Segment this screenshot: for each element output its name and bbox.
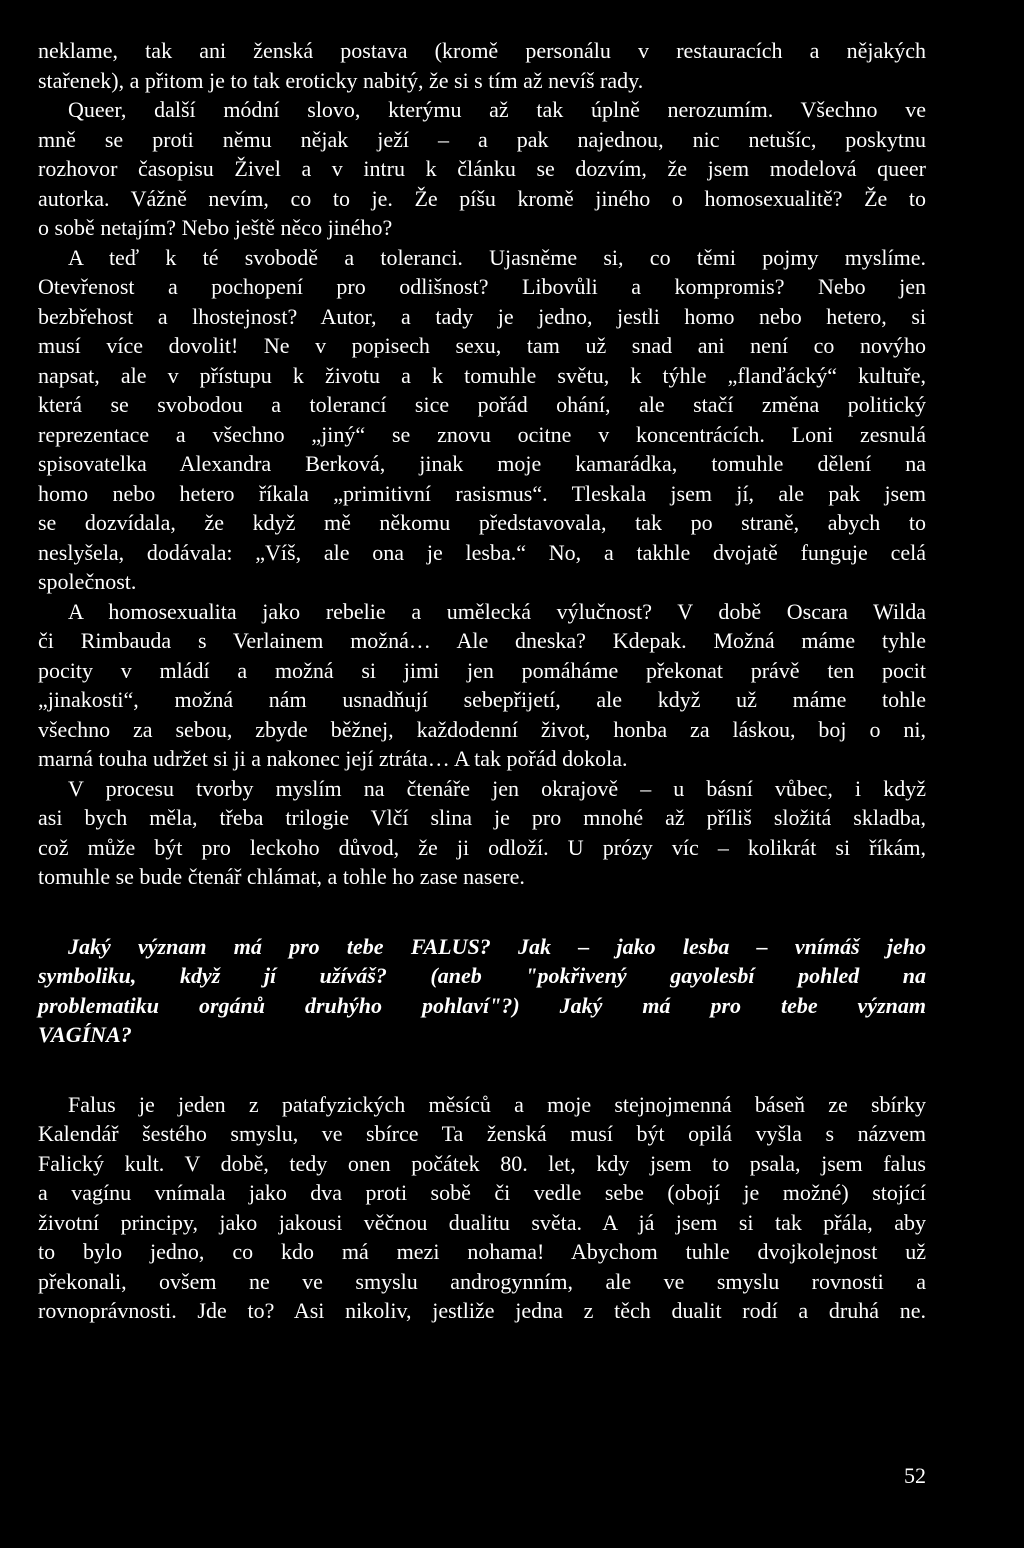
text-line: to bylo jedno, co kdo má mezi nohama! Abychom tuhle dvojkolejnost už — [38, 1239, 926, 1264]
text-line: V procesu tvorby myslím na čtenáře jen okrajově – u básní vůbec, i když — [68, 775, 926, 801]
text-line: autorka. Vážně nevím, co to je. Že píšu kromě jiného o homosexualitě? Že to — [38, 185, 926, 211]
text-line: se dozvídala, že když mě někomu představovala, tak po straně, abych to — [38, 510, 926, 535]
paragraph-freedom — [38, 243, 926, 597]
text-line: asi bych měla, třeba trilogie Vlčí slina je pro mnohé až příliš složitá skladba, — [38, 805, 926, 830]
text-line: Kalendář šestého smyslu, ve sbírce Ta ženská musí být opilá vyšla s názvem — [38, 1121, 926, 1146]
text-line: Queer, další módní slovo, kterýmu až tak úplně nerozumím. Všechno ve — [68, 97, 926, 122]
text-line: o sobě netajím? Nebo ještě něco jiného? — [38, 215, 393, 240]
text-line: všechno za sebou, zbyde běžnej, každodenní život, honba za láskou, boj o ni, — [38, 716, 926, 742]
text-line: tomuhle se bude čtenář chlámat, a tohle ho zase nasere. — [38, 864, 525, 889]
text-line: která se svobodou a tolerancí sice pořád ohání, ale stačí změna politický — [38, 392, 926, 417]
text-line: společnost. — [38, 569, 137, 594]
text-line: neklame, tak ani ženská postava (kromě personálu v restauracích a nějakých — [38, 38, 926, 63]
text-line: či Rimbauda s Verlainem možná… Ale dneska? Kdepak. Možná máme tyhle — [38, 628, 926, 653]
spacer — [38, 892, 926, 932]
text-line: překonali, ovšem ne ve smyslu androgynním, ale ve smyslu rovnosti a — [38, 1268, 926, 1294]
text-line: reprezentace a všechno „jiný“ se znovu ocitne v koncentrácích. Loni zesnulá — [38, 421, 926, 447]
text-line: Otevřenost a pochopení pro odlišnost? Libovůli a kompromis? Nebo jen — [38, 274, 926, 299]
question-line: VAGÍNA? — [38, 1022, 132, 1047]
paragraph-queer — [38, 95, 926, 243]
text-line: Falický kult. V době, tedy onen počátek 80. let, kdy jsem to psala, jsem falus — [38, 1150, 926, 1176]
text-line: pocity v mládí a možná si jimi jen pomáháme překonat právě ten pocit — [38, 657, 926, 683]
text-line: homo nebo hetero říkala „primitivní rasismus“. Tleskala jsem jí, ale pak jsem — [38, 480, 926, 506]
question-line: Jaký význam má pro tebe FALUS? Jak – jako lesba – vnímáš jeho — [68, 933, 926, 959]
text-line: bezbřehost a lhostejnost? Autor, a tady je jedno, jestli homo nebo hetero, si — [38, 303, 926, 329]
question-line: problematiku orgánů druhýho pohlaví"?) Jaký má pro tebe význam — [38, 992, 926, 1018]
paragraph-reader — [38, 774, 926, 892]
question-line: symboliku, když jí užíváš? (aneb "pokřivený gayolesbí pohled na — [38, 963, 926, 988]
text-line: což může být pro leckoho důvod, že ji odloží. U prózy víc – kolikrát si říkám, — [38, 834, 926, 860]
paragraph-answer — [38, 1090, 926, 1326]
text-line: a vagínu vnímala jako dva proti sobě či vedle sebe (obojí je možné) stojící — [38, 1180, 926, 1205]
text-line: životní principy, jako jakousi věčnou dualitu světa. A já jsem si tak přála, aby — [38, 1209, 926, 1235]
text-line: mně se proti němu nějak ježí – a pak najednou, nic netušíc, poskytnu — [38, 126, 926, 152]
book-page — [38, 36, 926, 1326]
text-line: marná touha udržet si ji a nakonec její ztráta… A tak pořád dokola. — [38, 746, 628, 771]
paragraph-homosexuality — [38, 597, 926, 774]
text-line: rozhovor časopisu Živel a v intru k článku se dozvím, že jsem modelová queer — [38, 156, 926, 181]
text-line: stařenek), a přitom je to tak eroticky nabitý, že si s tím až nevíš rady. — [38, 67, 644, 93]
text-line: musí více dovolit! Ne v popisech sexu, tam už snad ani není co novýho — [38, 333, 926, 358]
text-line: Falus je jeden z patafyzických měsíců a moje stejnojmenná báseň ze sbírky — [68, 1091, 926, 1117]
page-number: 52 — [904, 1463, 926, 1488]
paragraph-continued — [38, 36, 926, 95]
text-line: A teď k té svobodě a toleranci. Ujasněme si, co těmi pojmy myslíme. — [68, 244, 926, 270]
text-line: A homosexualita jako rebelie a umělecká výlučnost? V době Oscara Wilda — [68, 598, 926, 624]
text-line: rovnoprávnosti. Jde to? Asi nikoliv, jestliže jedna z těch dualit rodí a druhá ne. — [38, 1298, 926, 1323]
text-line: neslyšela, dodávala: „Víš, ale ona je lesba.“ No, a takhle dvojatě funguje celá — [38, 539, 926, 565]
text-line: „jinakosti“, možná nám usnadňují sebepřijetí, ale když už máme tohle — [38, 687, 926, 712]
interview-question — [38, 932, 926, 1050]
text-line: napsat, ale v přístupu k životu a k tomuhle světu, k týhle „flanďácký“ kultuře, — [38, 362, 926, 388]
spacer — [38, 1050, 926, 1090]
text-line: spisovatelka Alexandra Berková, jinak moje kamarádka, tomuhle dělení na — [38, 451, 926, 476]
